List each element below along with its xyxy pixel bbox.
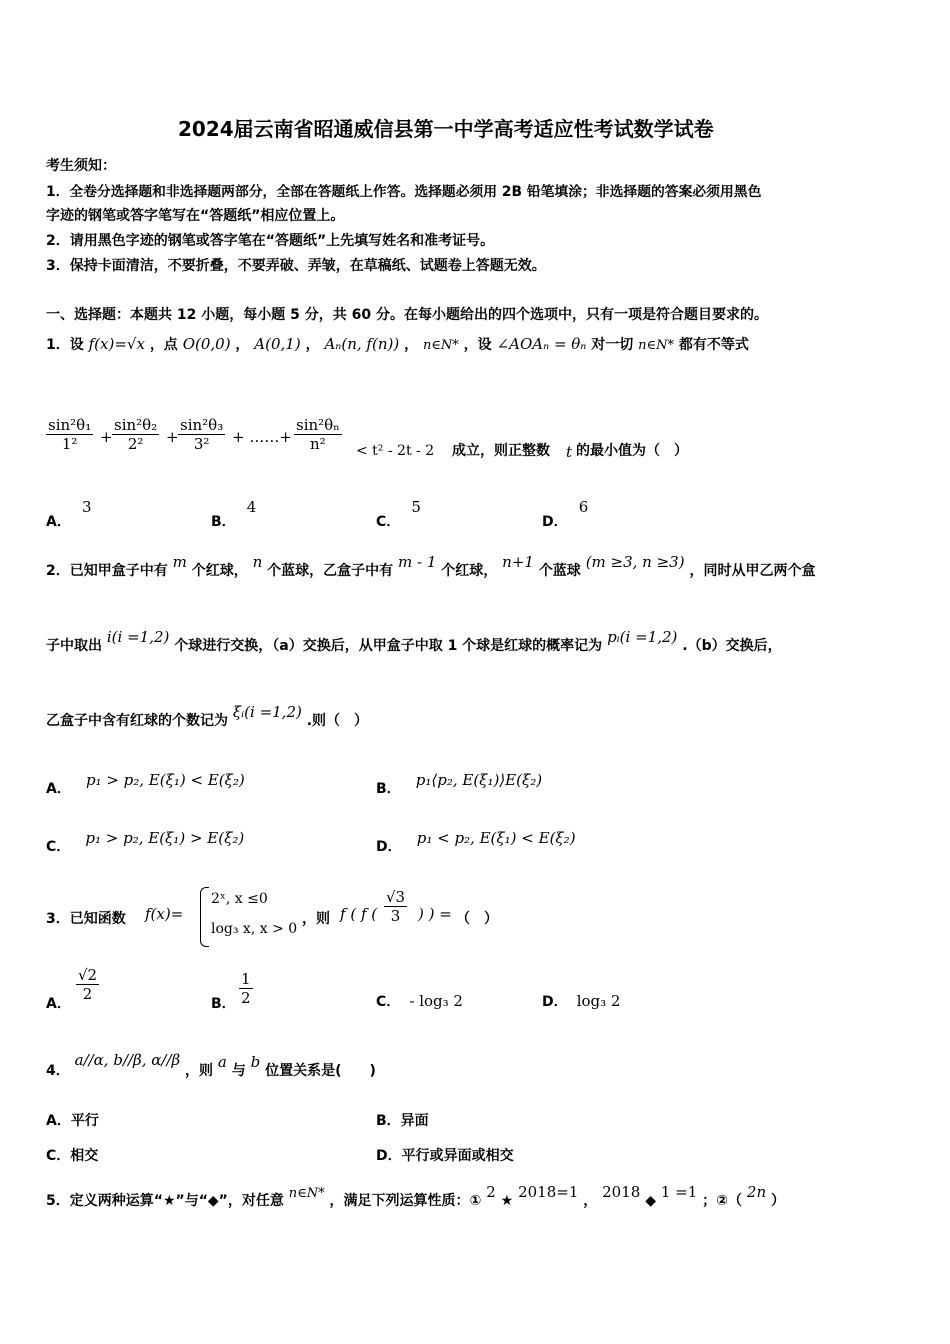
q1-option-a[interactable]: [46, 497, 92, 530]
q4-option-b-value: 异面: [400, 1113, 429, 1129]
notice-line-1b: 字迹的钢笔或答字笔写在“答题纸”相应位置上。: [46, 208, 345, 224]
q3-option-a-value[interactable]: [76, 966, 99, 1003]
q4-option-a-label: A．: [46, 1113, 71, 1129]
q3-option-c-label: C．: [376, 994, 401, 1010]
q2-option-c[interactable]: [46, 828, 245, 855]
q1-frac-n: [294, 416, 342, 453]
q3-option-d-label: D．: [542, 994, 568, 1010]
question-2-line-2: [46, 628, 782, 655]
q3-option-b-value[interactable]: [239, 970, 253, 1007]
q4-text-a1: ，则: [185, 1063, 214, 1079]
q1-text-1: 1．设: [46, 337, 84, 353]
q1-option-a-value: 3: [81, 498, 92, 516]
q4-text-a3: 位置关系是( ): [265, 1063, 376, 1079]
q3-inner-frac-num: √3: [386, 888, 406, 906]
q4-option-b[interactable]: [376, 1110, 429, 1130]
q2-text-a5: 个蓝球: [538, 563, 581, 579]
q1-option-c-value: 5: [411, 498, 421, 516]
q1-frac-1-num: sin²θ₁: [48, 416, 92, 434]
q3-option-c-value: - log₃ 2: [409, 992, 463, 1010]
q1-n-set: n∈N*: [422, 338, 459, 353]
q1-n-set-2: n∈N*: [638, 338, 675, 353]
q2-text-a1: 2．已知甲盒子中有: [46, 563, 168, 579]
q2-text-b2: 个球进行交换，（a）交换后，从甲盒子中取 1 个球是红球的概率记为: [174, 638, 603, 654]
q3-option-c[interactable]: [376, 991, 463, 1011]
q2-option-d-value: p₁ < p₂, E(ξ₁) < E(ξ₂): [416, 829, 576, 847]
q3-option-a-num: √2: [78, 966, 98, 984]
q3-f-def: f(x)=: [145, 905, 184, 923]
q3-option-a-den: 2: [76, 984, 99, 1003]
notice-heading: 考生须知：: [46, 158, 116, 174]
q2-option-a-label: A．: [46, 781, 71, 797]
q1-option-d-label: D．: [542, 514, 568, 530]
q1-text-3: ，: [235, 337, 250, 353]
q4-option-d-label: D．: [376, 1148, 402, 1164]
q5-expr-4: 2n: [746, 1183, 767, 1201]
q1-frac-2: [112, 416, 159, 453]
q1-frac-3: [178, 416, 225, 453]
q1-option-d[interactable]: [542, 497, 589, 530]
q5-text-a3: ；②（: [702, 1193, 743, 1209]
q1-option-d-value: 6: [578, 498, 589, 516]
q2-var-n1: n+1: [502, 553, 534, 571]
q2-var-xi: ξᵢ(i =1,2): [232, 703, 302, 721]
q1-text-2: ，点: [149, 337, 178, 353]
q2-condition: (m ≥3, n ≥3): [585, 553, 685, 571]
q3-option-d[interactable]: [542, 991, 620, 1011]
question-5-stem: [46, 1183, 785, 1210]
q5-expr-1: 2018=1: [518, 1183, 579, 1201]
page-title: 2024届云南省昭通威信县第一中学高考适应性考试数学试卷: [178, 117, 714, 141]
q2-option-b-label: B．: [376, 781, 401, 797]
q1-text-4: ，: [305, 337, 320, 353]
q1-frac-1: [46, 416, 93, 453]
q1-text-10: 的最小值为（ ）: [576, 443, 688, 459]
q1-text-7: 对一切: [591, 337, 634, 353]
q3-text-a1: 3．已知函数: [46, 911, 126, 927]
q1-option-a-label: A．: [46, 514, 71, 530]
q2-var-pi: pᵢ(i =1,2): [607, 628, 678, 646]
q1-point-a: A(0,1): [254, 335, 301, 353]
q2-option-b-value: p₁⟨p₂, E(ξ₁)⟩E(ξ₂): [415, 771, 543, 789]
q1-text-6: ，设: [463, 337, 492, 353]
q1-dots: + ……+: [232, 428, 292, 446]
q2-text-a3: 个蓝球，乙盒子中有: [267, 563, 394, 579]
q1-text-9: 成立，则正整数: [452, 443, 550, 459]
q3-case-2: log₃ x, x > 0: [211, 921, 298, 937]
q1-f-def: f(x)=√x: [88, 335, 145, 353]
q3-inner-frac-den: 3: [384, 906, 407, 925]
q3-ff: f ( f (: [340, 905, 378, 923]
q5-star-op: ★: [500, 1193, 514, 1209]
q1-frac-n-num: sin²θₙ: [296, 416, 340, 434]
q2-option-a[interactable]: [46, 770, 245, 797]
q4-option-d-value: 平行或异面或相交: [401, 1148, 514, 1164]
q1-var-t: t: [566, 443, 573, 461]
question-2-line-1: [46, 553, 816, 580]
q2-option-a-value: p₁ > p₂, E(ξ₁) < E(ξ₂): [85, 771, 245, 789]
q4-option-d[interactable]: [376, 1145, 514, 1165]
q2-text-b1: 子中取出: [46, 638, 102, 654]
notice-line-1a: 1．全卷分选择题和非选择题两部分，全部在答题纸上作答。选择题必须用 2B 铅笔填涂；非选择题的答案必须用黑色: [46, 184, 762, 200]
q1-angle: ∠AOAₙ = θₙ: [496, 335, 587, 353]
q1-plus-2: +: [166, 428, 179, 446]
q3-text-a2: ，则: [302, 911, 330, 927]
q5-text-a1: 5．定义两种运算“★”与“◆”，对任意: [46, 1193, 284, 1209]
q5-comma: ，: [583, 1193, 598, 1209]
q1-frac-3-den: 3²: [178, 434, 225, 453]
question-1-stem: [46, 334, 749, 354]
q1-plus-1: +: [100, 428, 113, 446]
q5-diamond-op: ◆: [645, 1193, 656, 1209]
q2-option-d[interactable]: [376, 828, 576, 855]
q4-var-b: b: [250, 1053, 261, 1071]
q1-frac-1-den: 1²: [46, 434, 93, 453]
q5-text-a4: ）: [771, 1193, 785, 1209]
notice-line-3: 3．保持卡面清洁，不要折叠，不要弄破、弄皱，在草稿纸、试题卷上答题无效。: [46, 258, 546, 274]
q1-option-b-label: B．: [211, 514, 236, 530]
q2-var-n: n: [252, 553, 263, 571]
q4-option-c-value: 相交: [70, 1148, 99, 1164]
q1-frac-3-num: sin²θ₃: [180, 416, 224, 434]
q4-number: 4．: [46, 1063, 70, 1079]
q1-option-c[interactable]: [376, 497, 421, 530]
q2-var-i: i(i =1,2): [106, 628, 170, 646]
q5-text-a2: ，满足下列运算性质：①: [329, 1193, 482, 1209]
q4-var-a: a: [217, 1053, 227, 1071]
q4-option-a-value: 平行: [70, 1113, 99, 1129]
q4-option-b-label: B．: [376, 1113, 401, 1129]
q4-option-c-label: C．: [46, 1148, 71, 1164]
q5-expr-3: 1 =1: [660, 1183, 698, 1201]
q3-close: ) ) =: [418, 905, 452, 923]
q1-text-5: ，: [404, 337, 419, 353]
q1-frac-2-den: 2²: [112, 434, 159, 453]
q3-inner-frac: [384, 888, 407, 925]
q4-text-a2: 与: [231, 1063, 246, 1079]
q5-n-set: n∈N*: [288, 1186, 325, 1201]
q3-option-a-label[interactable]: A．: [46, 996, 71, 1012]
q4-condition: a//α, b//β, α//β: [74, 1051, 181, 1069]
q2-text-a2: 个红球，: [191, 563, 248, 579]
notice-line-2: 2．请用黑色字迹的钢笔或答字笔在“答题纸”上先填写姓名和准考证号。: [46, 233, 495, 249]
q2-option-b[interactable]: [376, 770, 543, 797]
q3-text-a3: （ ）: [456, 911, 498, 927]
q2-var-m1: m - 1: [398, 553, 437, 571]
question-4-stem: [46, 1051, 376, 1080]
q1-text-8: 都有不等式: [678, 337, 749, 353]
q3-option-b-label[interactable]: B．: [211, 996, 236, 1012]
question-2-line-3: [46, 703, 369, 730]
q1-option-b-value: 4: [246, 498, 257, 516]
q2-var-m: m: [172, 553, 187, 571]
q3-option-d-value: log₃ 2: [576, 992, 621, 1010]
q2-text-a4: 个红球，: [441, 563, 498, 579]
q5-expr-2: 2018: [602, 1183, 641, 1201]
q3-option-b-den: 2: [241, 989, 251, 1007]
q1-rhs: < t² - 2t - 2: [356, 443, 435, 459]
q2-text-a6: ，同时从甲乙两个盒: [689, 563, 816, 579]
section-heading: 一、选择题：本题共 12 小题，每小题 5 分，共 60 分。在每小题给出的四个选项中，只有一项是符合题目要求的。: [46, 307, 768, 323]
q2-option-c-label: C．: [46, 839, 71, 855]
q1-frac-n-den: n²: [294, 434, 342, 453]
q1-frac-2-num: sin²θ₂: [114, 416, 158, 434]
q3-case-1: 2ˣ, x ≤0: [211, 891, 268, 907]
q2-text-c2: .则（ ）: [306, 713, 369, 729]
q1-option-c-label: C．: [376, 514, 401, 530]
q2-text-b3: .（b）交换后，: [682, 638, 782, 654]
q4-option-a[interactable]: [46, 1110, 99, 1130]
q4-option-c[interactable]: [46, 1145, 98, 1165]
q1-point-an: Aₙ(n, f(n)): [324, 335, 400, 353]
q5-two: 2: [486, 1183, 496, 1201]
q3-piecewise-brace: [200, 887, 209, 947]
q2-text-c1: 乙盒子中含有红球的个数记为: [46, 713, 228, 729]
q1-option-b[interactable]: [211, 497, 257, 530]
q2-option-c-value: p₁ > p₂, E(ξ₁) > E(ξ₂): [85, 829, 245, 847]
q1-point-o: O(0,0): [182, 335, 231, 353]
q2-option-d-label: D．: [376, 839, 402, 855]
q3-option-b-num: 1: [241, 970, 251, 988]
